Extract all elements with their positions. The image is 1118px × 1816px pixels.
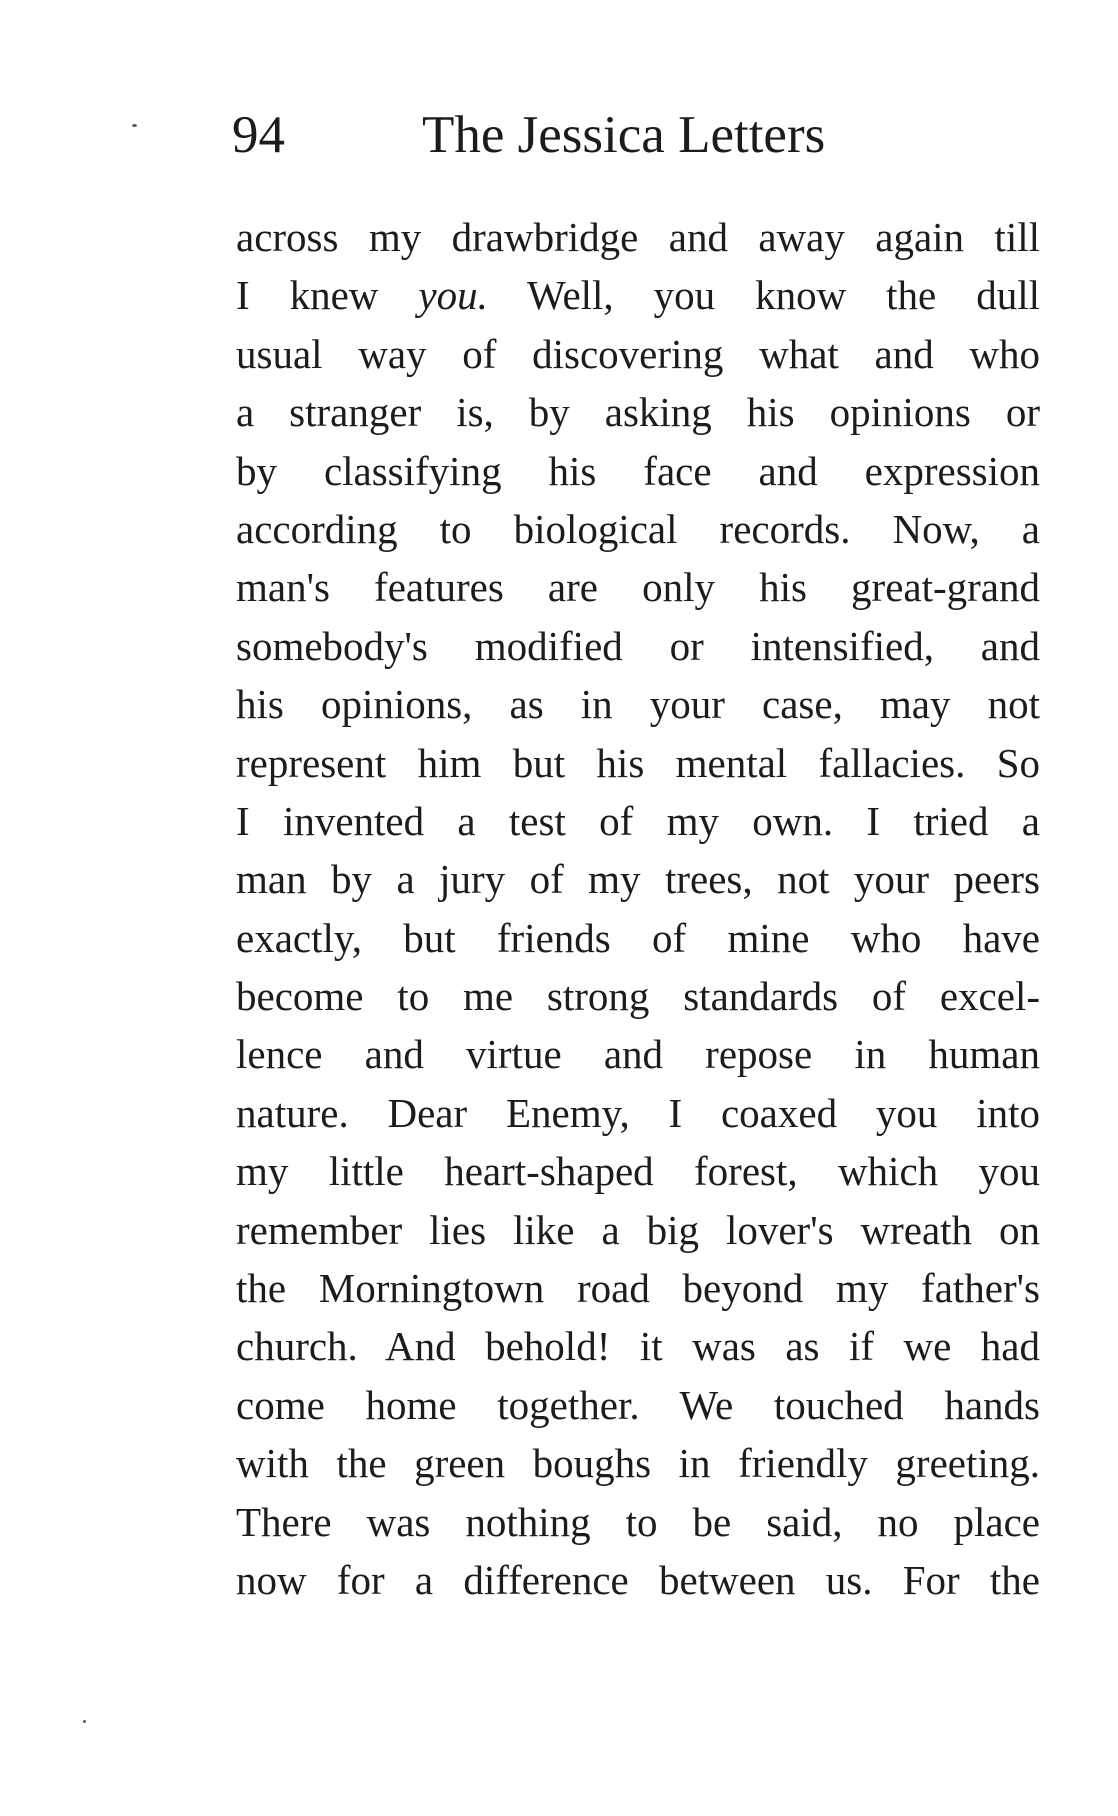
- body-text: [236, 208, 1040, 1609]
- text-line-end: Well, you know the dull: [487, 272, 1040, 319]
- text-line-start: I knew: [236, 272, 419, 319]
- text-line: I invented a test of my own. I tried a: [236, 797, 1040, 844]
- text-line: man by a jury of my trees, not your peers: [236, 856, 1040, 903]
- text-line: his opinions, as in your case, may not: [236, 681, 1040, 728]
- text-line: remember lies like a big lover's wreath on: [236, 1206, 1040, 1253]
- text-line: my little heart-shaped forest, which you: [236, 1148, 1040, 1195]
- text-line: nature. Dear Enemy, I coaxed you into: [236, 1089, 1040, 1136]
- text-line: across my drawbridge and away again till: [236, 214, 1040, 260]
- emphasized-word: you.: [418, 272, 488, 319]
- text-line: a stranger is, by asking his opinions or: [236, 389, 1040, 436]
- text-line: somebody's modified or intensified, and: [236, 622, 1040, 669]
- text-line: man's features are only his great-grand: [236, 564, 1040, 611]
- text-line: with the green boughs in friendly greeting.: [236, 1440, 1040, 1487]
- page-number: 94: [232, 106, 285, 164]
- text-line: represent him but his mental fallacies. So: [236, 739, 1040, 786]
- book-title: The Jessica Letters: [422, 106, 826, 164]
- text-line: by classifying his face and expression: [236, 447, 1040, 494]
- text-line: now for a difference between us. For the: [236, 1556, 1040, 1603]
- text-line: come home together. We touched hands: [236, 1381, 1040, 1428]
- text-line: become to me strong standards of excel-: [236, 973, 1040, 1020]
- scan-speck: [83, 1720, 86, 1723]
- text-line: church. And behold! it was as if we had: [236, 1323, 1040, 1370]
- text-line: There was nothing to be said, no place: [236, 1498, 1040, 1545]
- text-line: the Morningtown road beyond my father's: [236, 1265, 1040, 1312]
- text-line: lence and virtue and repose in human: [236, 1031, 1040, 1078]
- running-head: [232, 100, 1032, 170]
- text-line: usual way of discovering what and who: [236, 330, 1040, 377]
- text-line: according to biological records. Now, a: [236, 505, 1040, 552]
- scan-speck: [132, 124, 137, 127]
- text-line: exactly, but friends of mine who have: [236, 914, 1040, 961]
- text-line: [236, 266, 1040, 324]
